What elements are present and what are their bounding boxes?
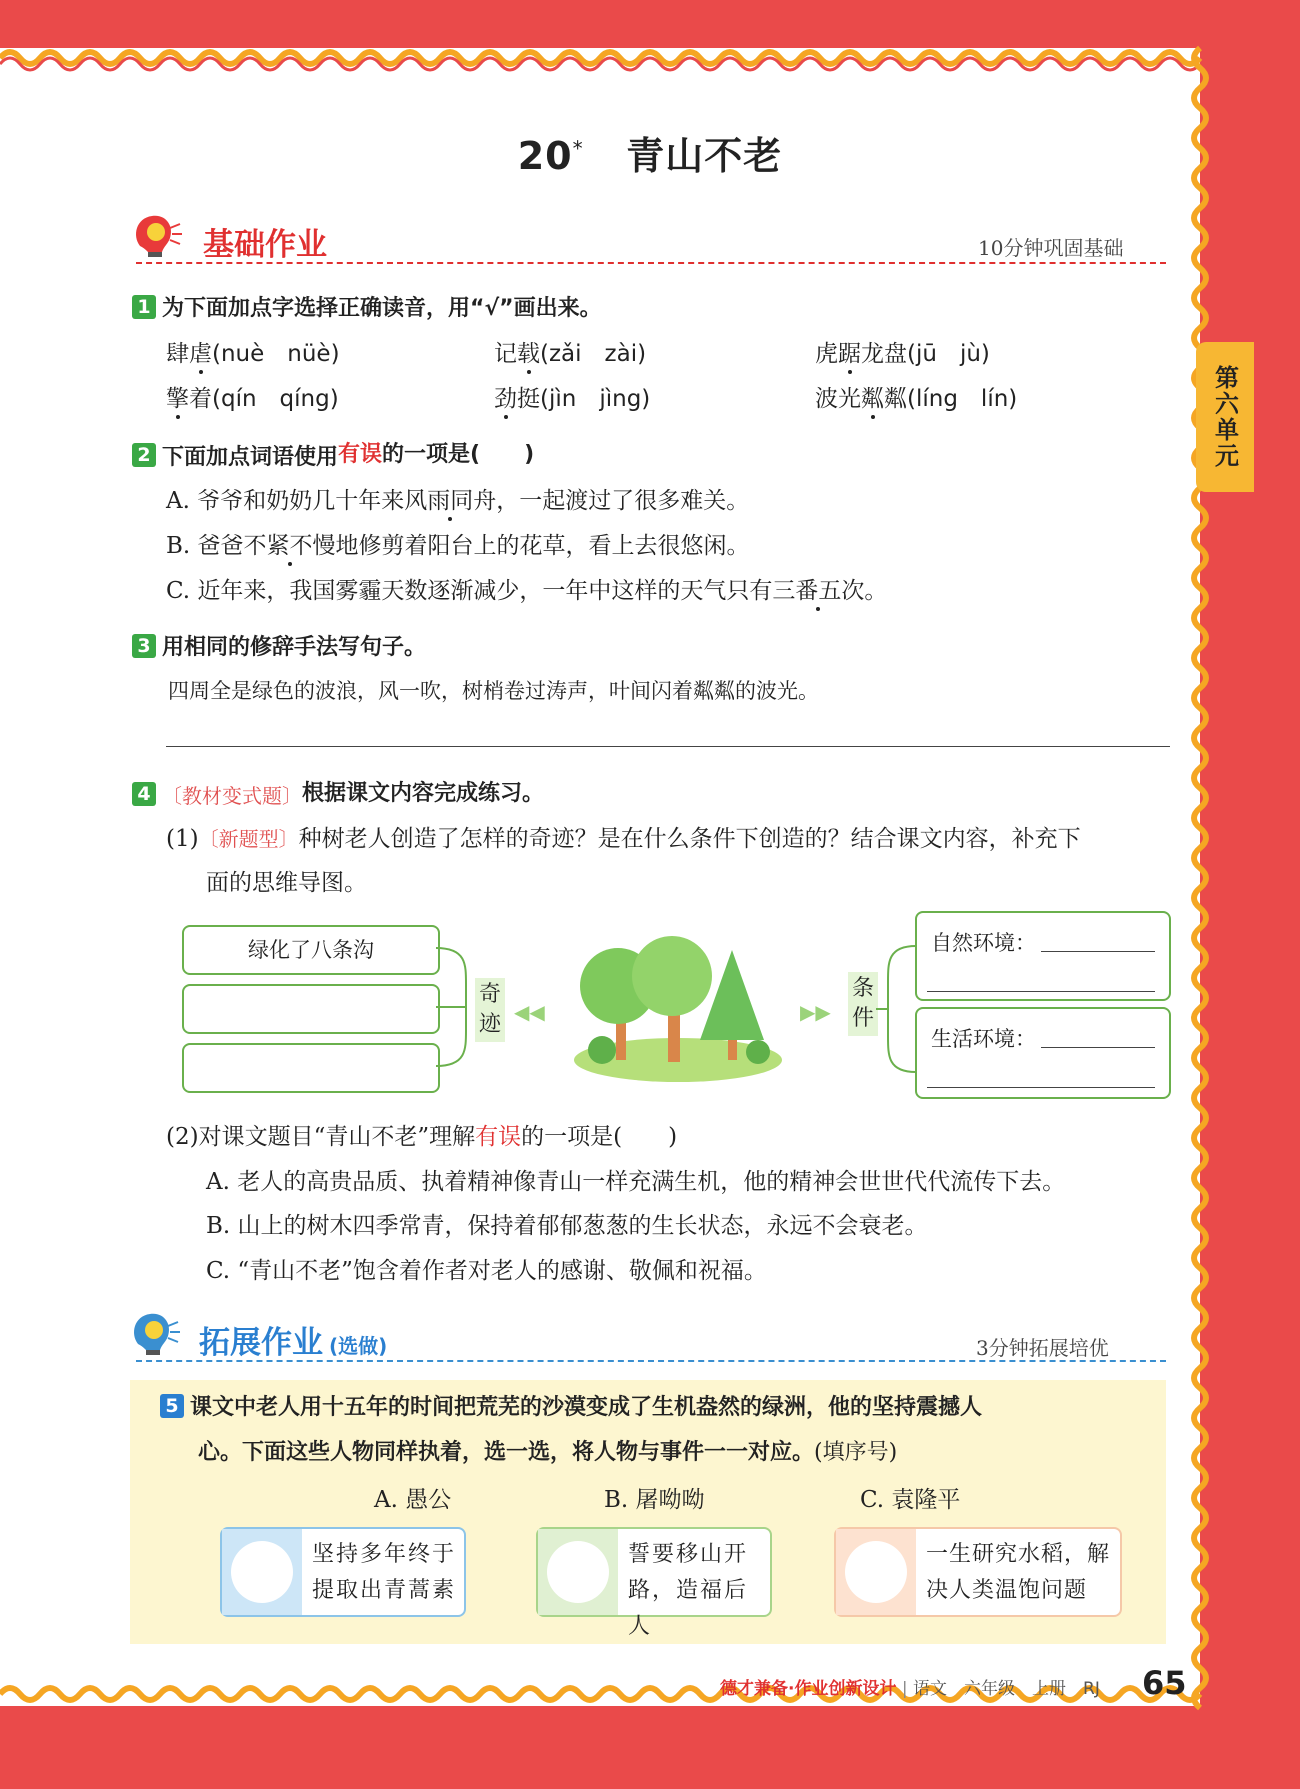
nature-env-box[interactable] [915, 911, 1171, 1001]
lesson-name: 青山不老 [626, 134, 783, 178]
q1-prompt [132, 291, 602, 322]
q3-answer-line[interactable] [166, 746, 1170, 747]
q2-option-b[interactable]: B. 爸爸不紧不慢地修剪着阳台上的花草，看上去很悠闲。 [166, 527, 750, 560]
q1-item-5[interactable]: 劲挺(jìn jìng) [494, 380, 650, 413]
answer-circle-2[interactable] [547, 1541, 609, 1603]
trees-illustration [568, 930, 788, 1086]
lesson-title [0, 125, 1300, 180]
basic-bulb-icon [130, 208, 182, 260]
q4-part2-prompt: (2)对课文题目“青山不老”理解有误的一项是( ) [166, 1124, 678, 1150]
q1-item-4[interactable]: 擎着(qín qíng) [166, 380, 339, 413]
q2-prompt: 2 下面加点词语使用有误的一项是( ) [132, 437, 534, 471]
top-wave-border [0, 44, 1200, 72]
page-number: 65 [1142, 1664, 1187, 1702]
q3-number: 3 [132, 634, 156, 658]
nature-answer-line-2[interactable] [927, 991, 1155, 992]
miracle-box-3[interactable] [182, 1043, 440, 1093]
q4-part2-option-a[interactable]: A. 老人的高贵品质、执着精神像青山一样充满生机，他的精神会世世代代流传下去。 [206, 1169, 1066, 1195]
q4-part1-line2: 面的思维导图。 [206, 870, 367, 896]
miracle-box-2[interactable] [182, 984, 440, 1034]
lesson-number: 20 [517, 134, 573, 178]
person-b: B. 屠呦呦 [604, 1487, 705, 1513]
extend-bulb-icon [128, 1306, 180, 1358]
basic-divider [136, 262, 1166, 264]
unit-side-tab[interactable]: 第六单元 [1196, 342, 1254, 492]
q4-tag: 〔教材变式题〕 [162, 783, 302, 808]
q1-number: 1 [132, 295, 156, 319]
life-answer-line-2[interactable] [927, 1087, 1155, 1088]
footer-course: 语文 六年级 上册 RJ [913, 1679, 1100, 1699]
q4-part2-option-c[interactable]: C. “青山不老”饱含着作者对老人的感谢、敬佩和祝福。 [206, 1258, 767, 1284]
q5-line2: 心。下面这些人物同样执着，选一选，将人物与事件一一对应。(填序号) [198, 1440, 898, 1465]
answer-circle-3[interactable] [845, 1541, 907, 1603]
event-card-2: 誓要移山开 路，造福后人 [536, 1527, 772, 1617]
right-wave-border [1186, 48, 1226, 1708]
q1-prompt-text: 为下面加点字选择正确读音，用“√”画出来。 [162, 296, 602, 321]
event-card-3: 一生研究水稻，解 决人类温饱问题 [834, 1527, 1122, 1617]
footer-info: 德才兼备·作业创新设计 | 语文 六年级 上册 RJ [720, 1679, 1100, 1699]
q2-option-c[interactable]: C. 近年来，我国雾霾天数逐渐减少，一年中这样的天气只有三番五次。 [166, 572, 887, 605]
q1-item-6[interactable]: 波光粼粼(líng lín) [815, 380, 1017, 413]
q3-prompt: 3 用相同的修辞手法写句子。 [132, 630, 426, 661]
miracle-box-1[interactable] [182, 925, 440, 975]
basic-section-subtitle: 10分钟巩固基础 [978, 236, 1124, 260]
condition-bracket [876, 942, 916, 1076]
q4-number: 4 [132, 782, 156, 806]
left-arrow-icon: ◀◀ [514, 1000, 545, 1024]
life-answer-line-1[interactable] [1041, 1047, 1155, 1048]
q1-item-1[interactable]: 肆虐(nuè nüè) [166, 335, 340, 368]
q2-number: 2 [132, 443, 156, 467]
extend-section-heading: 拓展作业 (选做) [199, 1325, 388, 1361]
q3-example: 四周全是绿色的波浪，风一吹，树梢卷过涛声，叶间闪着粼粼的波光。 [168, 679, 819, 703]
extend-divider [136, 1360, 1166, 1362]
q4-part2-option-b[interactable]: B. 山上的树木四季常青，保持着郁郁葱葱的生长状态，永远不会衰老。 [206, 1213, 928, 1239]
q5-number: 5 [160, 1394, 184, 1418]
basic-section-heading: 基础作业 [203, 227, 327, 263]
nature-answer-line-1[interactable] [1041, 951, 1155, 952]
life-env-label: 生活环境： [931, 1027, 1036, 1051]
miracle-label: 奇迹 [475, 978, 505, 1042]
person-a: A. 愚公 [374, 1487, 452, 1513]
life-env-box[interactable] [915, 1007, 1171, 1099]
extend-section-subtitle: 3分钟拓展培优 [976, 1336, 1109, 1360]
extend-optional: (选做) [329, 1334, 388, 1358]
q4-part1-line1: (1)〔新题型〕种树老人创造了怎样的奇迹？是在什么条件下创造的？结合课文内容，补充下 [166, 826, 1081, 852]
miracle-box-1-text: 绿化了八条沟 [248, 938, 374, 962]
right-arrow-icon: ▶▶ [800, 1000, 831, 1024]
person-c: C. 袁隆平 [860, 1487, 961, 1513]
q2-option-a[interactable]: A. 爷爷和奶奶几十年来风雨同舟，一起渡过了很多难关。 [166, 482, 749, 515]
footer-brand: 德才兼备·作业创新设计 [720, 1679, 897, 1699]
answer-circle-1[interactable] [231, 1541, 293, 1603]
condition-label: 条件 [848, 972, 878, 1036]
nature-env-label: 自然环境： [931, 931, 1036, 955]
q5-line1: 5 课文中老人用十五年的时间把荒芜的沙漠变成了生机盎然的绿洲，他的坚持震撼人 [160, 1390, 982, 1421]
event-card-1: 坚持多年终于 提取出青蒿素 [220, 1527, 466, 1617]
lesson-mark: * [572, 136, 584, 161]
q4-prompt: 4 〔教材变式题〕根据课文内容完成练习。 [132, 776, 544, 809]
q1-item-2[interactable]: 记载(zǎi zài) [494, 335, 646, 368]
q1-item-3[interactable]: 虎踞龙盘(jū jù) [815, 335, 990, 368]
